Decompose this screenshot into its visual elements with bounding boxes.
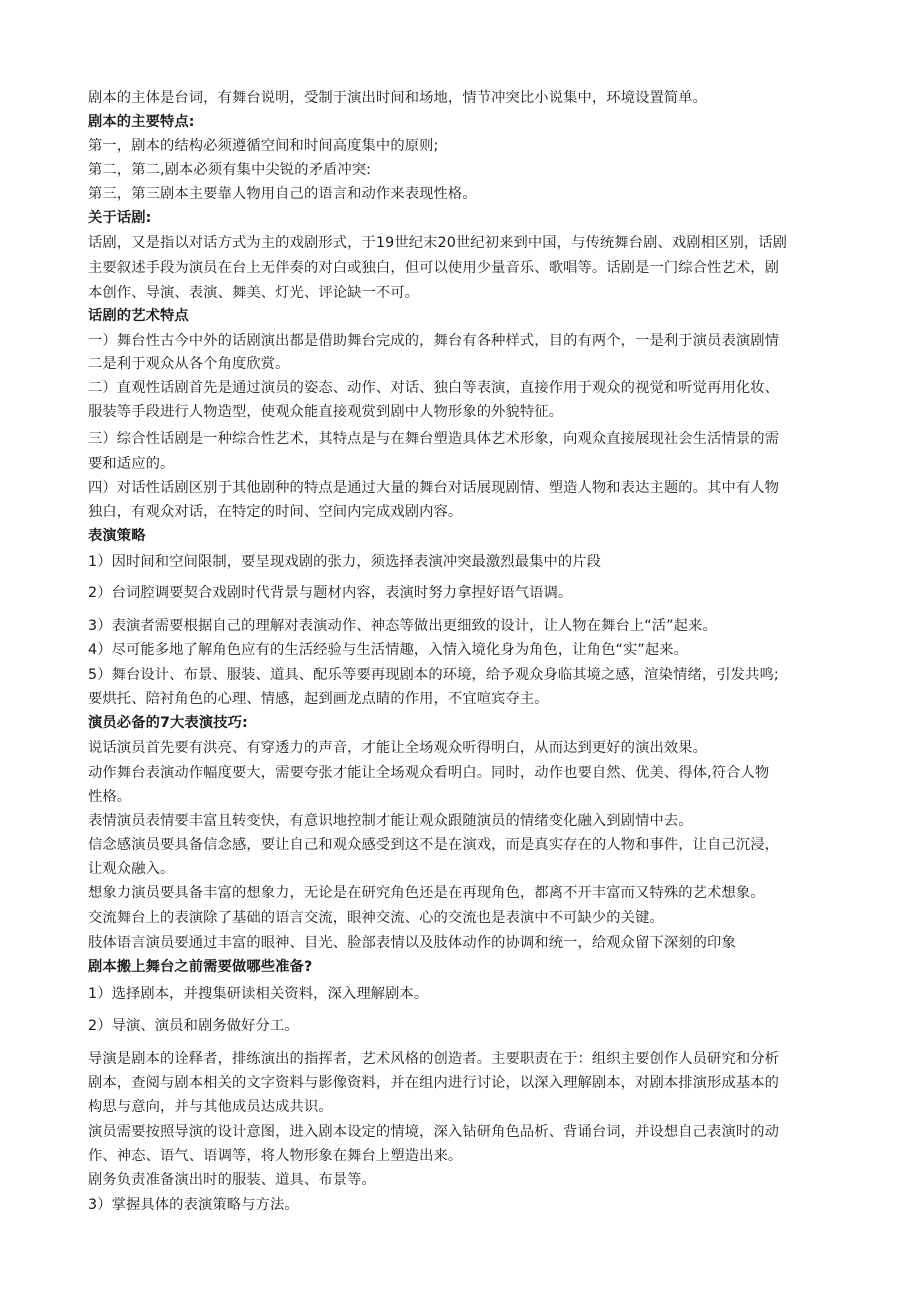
strategy-line-4: 4）尽可能多地了解角色应有的生活经验与生活情趣，入情入境化身为角色，让角色“实”起来。 [88, 642, 689, 658]
prep-line-5: 构思与意向，并与其他成员达成共识。 [88, 1099, 333, 1115]
about-heading: 关于话剧: [88, 210, 152, 226]
prep-line-4: 剧本，查阅与剧本相关的文字资料与影像资料，并在组内进行讨论，以深入理解剧本，对剧本排演形成基本的 [88, 1075, 780, 1091]
skills-line-3: 性格。 [88, 789, 132, 805]
skills-line-8: 交流舞台上的表演除了基础的语言交流，眼神交流、心的交流也是表演中不可缺少的关键。 [88, 910, 664, 926]
art-line-6: 要和适应的。 [88, 456, 175, 472]
about-line-1: 话剧，又是指以对话方式为主的戏剧形式，于19世纪末20世纪初来到中国，与传统舞台剧、戏剧相区别，话剧 [88, 235, 788, 251]
about-line-2: 主要叙述手段为演员在台上无伴奏的对白或独白，但可以使用少量音乐、歌唱等。话剧是一门综合性艺术，剧 [88, 260, 780, 276]
strategy-heading: 表演策略 [88, 528, 146, 544]
skills-line-5: 信念感演员要具备信念感，要让自己和观众感受到这不是在演戏，而是真实存在的人物和事件，让自己沉浸， [88, 837, 780, 853]
prep-line-3: 导演是剧本的诠释者，排练演出的指挥者，艺术风格的创造者。主要职责在于：组织主要创作人员研究和分析 [88, 1051, 780, 1067]
strategy-line-6: 要烘托、陪衬角色的心理、情感，起到画龙点睛的作用，不宜喧宾夺主。 [88, 691, 549, 707]
art-line-4: 服装等手段进行人物造型，使观众能直接观赏到剧中人物形象的外貌特征。 [88, 404, 564, 420]
intro-paragraph: 剧本的主体是台词，有舞台说明，受制于演出时间和场地，情节冲突比小说集中，环境设置简单。 [88, 90, 708, 106]
prep-line-7: 作、神态、语气、语调等，将人物形象在舞台上塑造出来。 [88, 1148, 463, 1164]
prep-line-6: 演员需要按照导演的设计意图，进入剧本设定的情境，深入钻研角色品析、背诵台词，并设想自己表演时的动 [88, 1124, 780, 1140]
strategy-line-2: 2）台词腔调要契合戏剧时代背景与题材内容，表演时努力拿捏好语气语调。 [88, 585, 573, 601]
skills-heading: 演员必备的7大表演技巧: [88, 715, 248, 731]
feature-item-3: 第三，第三剧本主要靠人物用自己的语言和动作来表现性格。 [88, 186, 477, 202]
strategy-line-1: 1）因时间和空间限制，要呈现戏剧的张力，须选择表演冲突最激烈最集中的片段 [88, 554, 602, 570]
skills-line-1: 说话演员首先要有洪亮、有穿透力的声音，才能让全场观众听得明白，从而达到更好的演出效果。 [88, 740, 708, 756]
prep-line-1: 1）选择剧本，并搜集研读相关资料，深入理解剧本。 [88, 986, 429, 1002]
art-line-2: 二是利于观众从各个角度欣赏。 [88, 356, 290, 372]
art-line-7: 四）对话性话剧区别于其他剧种的特点是通过大量的舞台对话展现剧情、塑造人物和表达主题的。其中有人物 [88, 480, 780, 496]
art-line-5: 三）综合性话剧是一种综合性艺术，其特点是与在舞台塑造具体艺术形象，向观众直接展现社会生活情景的需 [88, 431, 780, 447]
feature-item-1: 第一，剧本的结构必须遵循空间和时间高度集中的原则; [88, 138, 439, 154]
about-line-3: 本创作、导演、表演、舞美、灯光、评论缺一不可。 [88, 285, 420, 301]
art-line-3: 二）直观性话剧首先是通过演员的姿态、动作、对话、独白等表演，直接作用于观众的视觉和听觉再用化妆、 [88, 380, 780, 396]
skills-line-9: 肢体语言演员要通过丰富的眼神、目光、脸部表情以及肢体动作的协调和统一，给观众留下深刻的印象 [88, 935, 736, 951]
feature-item-2: 第二，第二,剧本必须有集中尖锐的矛盾冲突: [88, 162, 372, 178]
strategy-line-3: 3）表演者需要根据自己的理解对表演动作、神态等做出更细致的设计，让人物在舞台上“活”起来。 [88, 618, 717, 634]
prep-line-2: 2）导演、演员和剧务做好分工。 [88, 1018, 299, 1034]
skills-line-2: 动作舞台表演动作幅度要大，需要夸张才能让全场观众看明白。同时，动作也要自然、优美、得体,符合人物 [88, 765, 770, 781]
features-heading: 剧本的主要特点: [88, 114, 195, 130]
prep-line-8: 剧务负责准备演出时的服装、道具、布景等。 [88, 1172, 376, 1188]
art-heading: 话剧的艺术特点 [88, 308, 189, 324]
art-line-1: 一）舞台性古今中外的话剧演出都是借助舞台完成的，舞台有各种样式，目的有两个，一是利于演员表演剧情 [88, 333, 780, 349]
strategy-line-5: 5）舞台设计、布景、服装、道具、配乐等要再现剧本的环境，给予观众身临其境之感，渲染情绪，引发共鸣; [88, 667, 779, 683]
prep-line-9: 3）掌握具体的表演策略与方法。 [88, 1197, 299, 1213]
skills-line-4: 表情演员表情要丰富且转变快，有意识地控制才能让观众跟随演员的情绪变化融入到剧情中去。 [88, 813, 693, 829]
prep-heading: 剧本搬上舞台之前需要做哪些准备? [88, 959, 313, 975]
skills-line-6: 让观众融入。 [88, 861, 175, 877]
skills-line-7: 想象力演员要具备丰富的想象力，无论是在研究角色还是在再现角色，都离不开丰富而又特殊的艺术想象。 [88, 885, 765, 901]
art-line-8: 独白，有观众对话，在特定的时间、空间内完成戏剧内容。 [88, 504, 463, 520]
